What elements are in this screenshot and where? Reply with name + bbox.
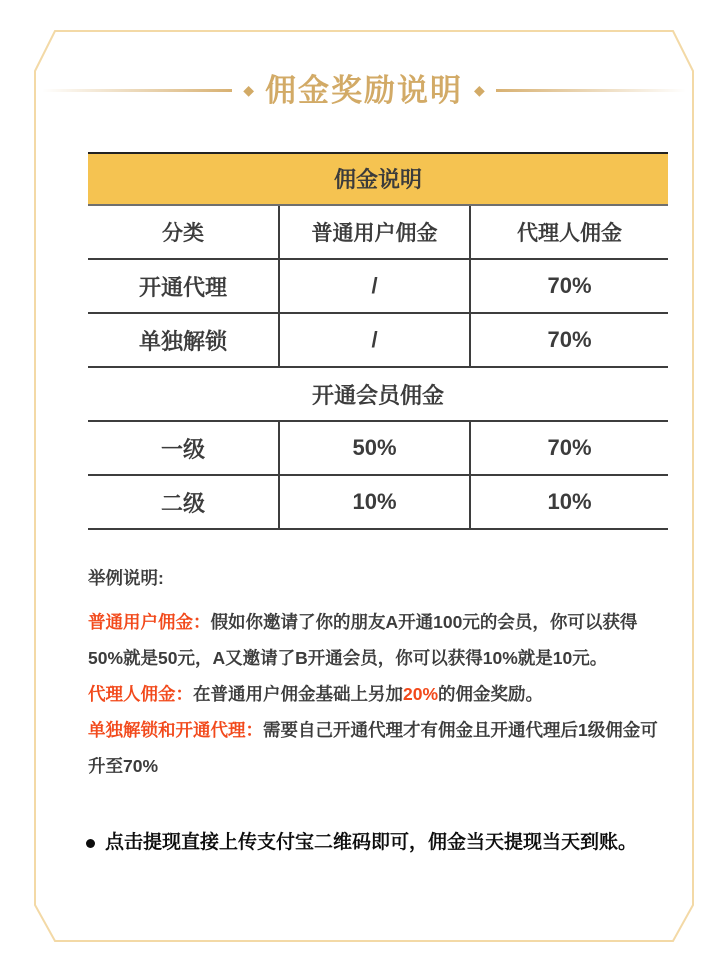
table-cell: /	[278, 260, 469, 312]
table-title: 佣金说明	[88, 154, 668, 206]
examples-body	[88, 604, 666, 784]
table-row	[88, 476, 668, 530]
title-right-line	[496, 89, 686, 92]
table-cell: 二级	[160, 490, 205, 516]
page-title: 佣金奖励说明	[265, 72, 463, 108]
table-cell: 10%	[469, 476, 668, 528]
accent-text: 单独解锁和开通代理：	[88, 720, 263, 740]
examples-section	[88, 560, 666, 784]
table-cell: 一级	[160, 436, 205, 462]
table-body	[88, 260, 668, 530]
body-text: 在普通用户佣金基础上另加	[193, 684, 403, 704]
bullet-icon	[86, 839, 95, 848]
accent-text: 普通用户佣金：	[88, 612, 211, 632]
table-row	[88, 260, 668, 314]
table-merged-row: 开通会员佣金	[88, 368, 668, 422]
example-paragraph	[88, 712, 666, 784]
commission-table	[88, 152, 668, 530]
table-header-row	[88, 206, 668, 260]
table-cell: 开通代理	[138, 274, 227, 300]
title-left-line	[42, 89, 232, 92]
withdraw-note-text: 点击提现直接上传支付宝二维码即可，佣金当天提现当天到账。	[105, 832, 638, 853]
table-row	[88, 314, 668, 368]
example-paragraph	[88, 676, 666, 712]
column-header: 代理人佣金	[469, 206, 668, 258]
body-text: 的佣金奖励。	[438, 684, 544, 704]
table-cell: /	[278, 314, 469, 366]
column-header: 普通用户佣金	[278, 206, 469, 258]
table-cell: 单独解锁	[138, 328, 227, 354]
table-cell: 70%	[469, 314, 668, 366]
body-text: 假如你邀请了你的朋友A开通100元的会员，你可以获得50%就是50元，A又邀请了B开通会员，你可以获得10%就是10元。	[88, 612, 638, 668]
title-band	[0, 66, 728, 114]
column-header: 分类	[162, 222, 204, 245]
body-text: 需要自己开通代理才有佣金且开通代理后1级佣金可升至70%	[88, 720, 658, 776]
accent-text: 20%	[403, 684, 439, 704]
examples-heading: 举例说明:	[88, 568, 164, 588]
withdraw-note-row	[86, 830, 671, 856]
table-cell: 10%	[278, 476, 469, 528]
table-cell: 70%	[469, 422, 668, 474]
left-diamond-icon: ◆	[243, 82, 254, 98]
table-row	[88, 422, 668, 476]
example-paragraph	[88, 604, 666, 676]
table-cell: 50%	[278, 422, 469, 474]
table-cell: 70%	[469, 260, 668, 312]
right-diamond-icon: ◆	[474, 82, 485, 98]
accent-text: 代理人佣金：	[88, 684, 193, 704]
